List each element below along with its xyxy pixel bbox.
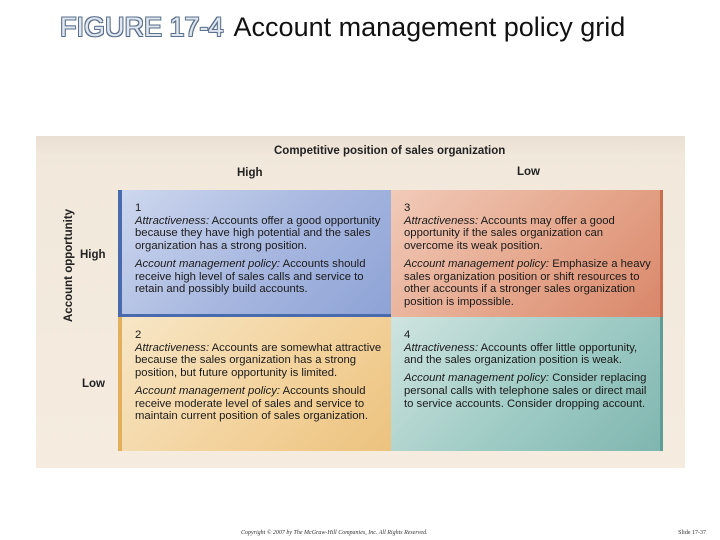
row-low-label: Low bbox=[82, 378, 105, 390]
column-high-label: High bbox=[237, 167, 263, 179]
page-title bbox=[60, 12, 680, 43]
figure-label: FIGURE 17-4 bbox=[60, 12, 224, 42]
column-axis-label: Competitive position of sales organization bbox=[274, 145, 506, 157]
cell-policy: Account management policy: Consider replacing personal calls with telephone sales or direct mail to service accounts. Consider dropping account. bbox=[404, 372, 647, 410]
slide-number: Slide 17-37 bbox=[678, 530, 706, 536]
row-axis-label: Account opportunity bbox=[63, 208, 75, 322]
cell-policy: Account management policy: Accounts should receive moderate level of sales and service to maintain current position of sales organization. bbox=[135, 384, 368, 423]
row-high-label: High bbox=[80, 249, 106, 261]
cell-attractiveness: Attractiveness: Accounts may offer a good opportunity if the sales organization can overcome its weak position. bbox=[404, 214, 615, 253]
grid-cell-4 bbox=[391, 317, 663, 451]
cell-number: 1 bbox=[135, 202, 142, 214]
grid-cell-1 bbox=[118, 190, 391, 317]
title-text: Account management policy grid bbox=[233, 12, 626, 42]
cell-attractiveness: Attractiveness: Accounts offer little opportunity, and the sales organization position is weak. bbox=[404, 341, 638, 367]
grid-cell-2 bbox=[118, 317, 391, 451]
cell-policy: Account management policy: Emphasize a heavy sales organization position or shift resources to other accounts if a stronger sales organization position is impossible. bbox=[404, 257, 651, 308]
cell-attractiveness: Attractiveness: Accounts offer a good opportunity because they have high potential and the sales organization has a strong position. bbox=[135, 214, 381, 253]
grid-cell-3 bbox=[391, 190, 663, 317]
column-low-label: Low bbox=[517, 166, 540, 178]
cell-policy: Account management policy: Accounts should receive high level of sales calls and service to retain and possibly build accounts. bbox=[135, 257, 366, 296]
copyright-notice: Copyright © 2007 by The McGraw-Hill Companies, Inc. All Rights Reserved. bbox=[241, 530, 428, 536]
policy-grid-panel bbox=[36, 136, 685, 468]
cell-number: 2 bbox=[135, 329, 142, 341]
cell-number: 4 bbox=[404, 329, 411, 341]
cell-attractiveness: Attractiveness: Accounts are somewhat attractive because the sales organization has a strong position, but future opportunity is limited. bbox=[135, 341, 382, 380]
cell-number: 3 bbox=[404, 202, 411, 214]
